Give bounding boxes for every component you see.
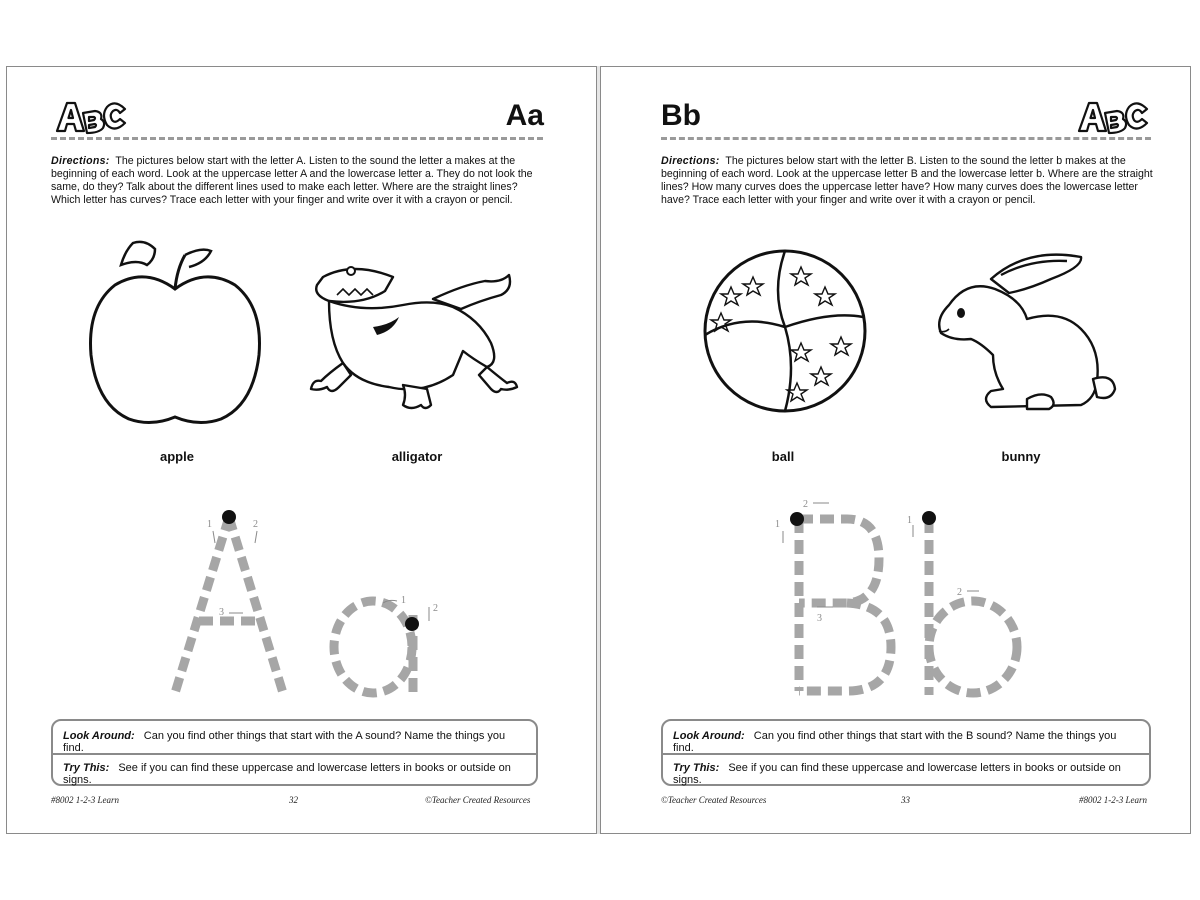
abc-logo-icon: [1073, 95, 1151, 143]
look-around-text: Can you find other things that start with the B sound? Name the things you find.: [673, 730, 1117, 754]
try-this-row: [673, 762, 1139, 786]
alligator-icon: [303, 255, 523, 415]
picture-label-apple: apple: [160, 449, 194, 464]
stroke-number: 1: [207, 519, 212, 530]
directions-text: The pictures below start with the letter B. Listen to the sound the letter b makes at the beginning of each word. Look at the uppercase letter B and the lowercase letter b. Where are the straight lines? How many curves does the uppercase letter have? How many curves does the lowercase letter have? Trace each letter with your finger and write over it with a crayon or pencil.: [661, 155, 1153, 206]
dashed-rule: [51, 137, 543, 140]
look-around-row: [673, 730, 1139, 754]
info-box: [661, 719, 1151, 786]
try-this-row: [63, 762, 526, 786]
info-box: [51, 719, 538, 786]
picture-label-ball: ball: [771, 449, 795, 464]
directions-label: Directions:: [661, 155, 720, 167]
right-page: [600, 66, 1191, 834]
footer-left: #8002 1-2-3 Learn: [51, 795, 119, 805]
dashed-rule: [661, 137, 1151, 140]
try-this-label: Try This:: [63, 762, 110, 774]
tracing-letters-bb: [767, 499, 1037, 703]
stroke-number: 2: [803, 499, 808, 510]
stroke-number: 2: [253, 519, 258, 530]
ball-icon: [701, 247, 869, 415]
try-this-label: Try This:: [673, 762, 720, 774]
tracing-letters-aa: [157, 503, 437, 703]
footer-left: ©Teacher Created Resources: [661, 795, 767, 805]
directions-label: Directions:: [51, 155, 110, 167]
try-this-text: See if you can find these uppercase and lowercase letters in books or outside on signs.: [63, 762, 511, 786]
stroke-number: 1: [775, 519, 780, 530]
start-dot: [922, 511, 936, 525]
left-page: [6, 66, 597, 834]
directions-text: The pictures below start with the letter A. Listen to the sound the letter a makes at the beginning of each word. Look at the uppercase letter A and the lowercase letter a. They do not look the same, do they? Talk about the different lines used to make each letter. Where are the straight lines? Which letter has curves? Trace each letter with your finger and write over it with a crayon or pencil.: [51, 155, 533, 206]
footer-right: #8002 1-2-3 Learn: [1079, 795, 1147, 805]
stroke-number: 3: [219, 607, 224, 618]
footer-page-number: 32: [289, 795, 298, 805]
picture-label-bunny: bunny: [1001, 449, 1041, 464]
stroke-number: 1: [401, 595, 406, 606]
directions: [661, 155, 1153, 207]
try-this-text: See if you can find these uppercase and lowercase letters in books or outside on signs.: [673, 762, 1121, 786]
stroke-number: 2: [957, 587, 962, 598]
stroke-number: 1: [907, 515, 912, 526]
info-divider: [663, 753, 1149, 755]
start-dot: [222, 510, 236, 524]
look-around-row: [63, 730, 526, 754]
bunny-icon: [931, 249, 1121, 419]
page-heading: Bb: [661, 99, 701, 132]
look-around-text: Can you find other things that start with the A sound? Name the things you find.: [63, 730, 506, 754]
start-dot: [790, 512, 804, 526]
look-around-label: Look Around:: [63, 730, 135, 742]
page-heading: Aa: [505, 99, 544, 132]
stroke-number: 3: [817, 613, 822, 624]
picture-label-alligator: alligator: [391, 449, 443, 464]
footer-right: ©Teacher Created Resources: [425, 795, 531, 805]
apple-icon: [85, 237, 265, 427]
start-dot: [405, 617, 419, 631]
directions: [51, 155, 545, 207]
stroke-number: 2: [433, 603, 438, 614]
abc-logo-icon: [51, 95, 129, 143]
footer-page-number: 33: [901, 795, 910, 805]
look-around-label: Look Around:: [673, 730, 745, 742]
info-divider: [53, 753, 536, 755]
